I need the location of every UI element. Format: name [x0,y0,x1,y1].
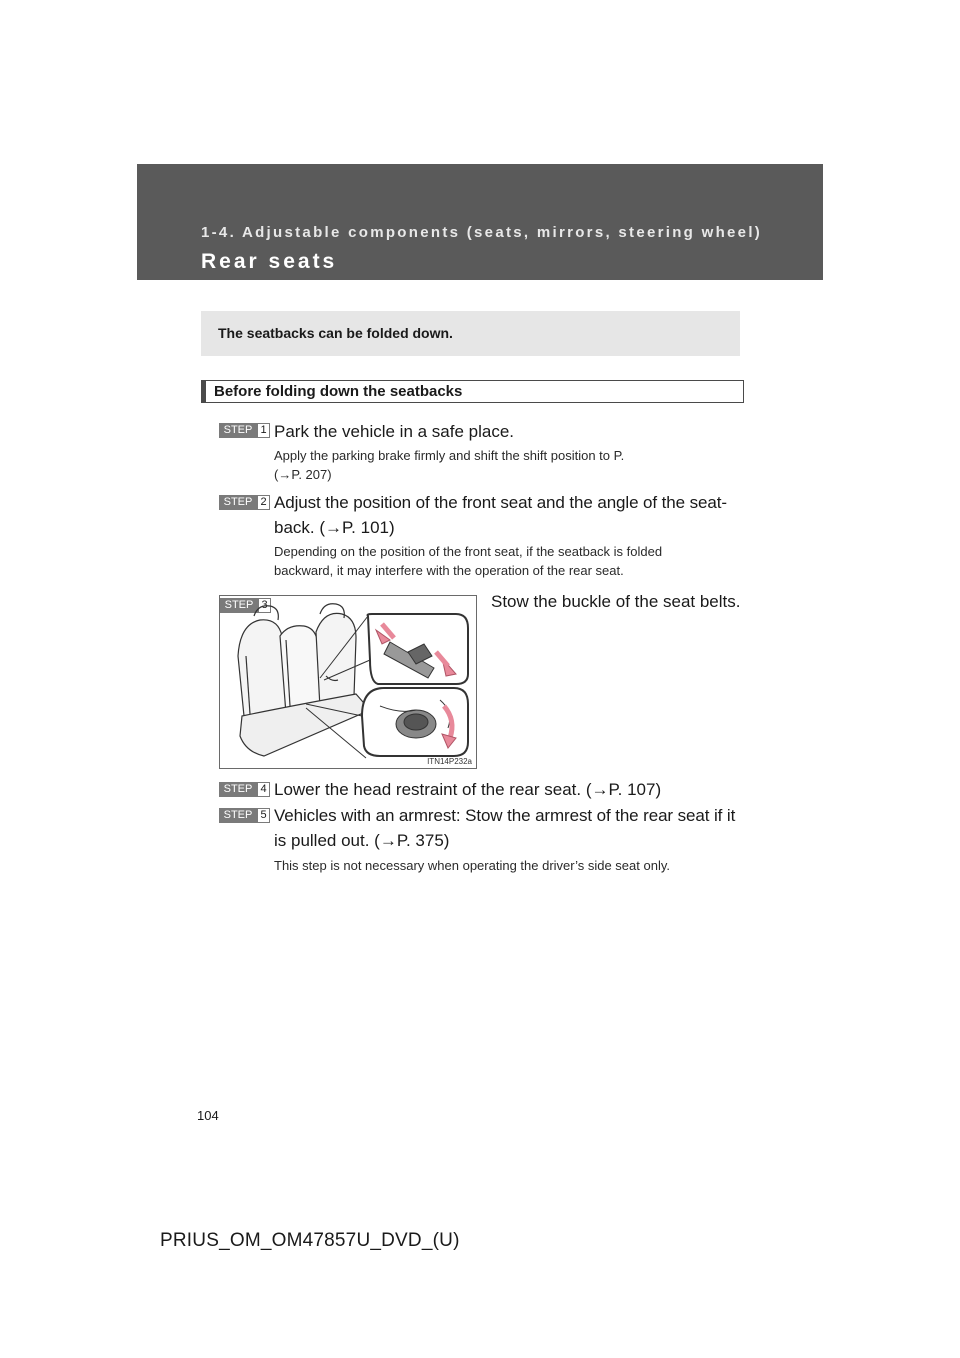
step-3-text: Stow the buckle of the seat belts. [491,592,741,611]
step-2-text-line1: Adjust the position of the front seat and the angle of the seat- [274,493,727,512]
step-badge-label: STEP [219,495,257,510]
step-badge-4 [219,782,270,797]
intro-box [201,311,740,356]
step-badge-label: STEP [219,808,257,823]
step-badge-number: 1 [257,423,270,438]
step-1-note-line1: Apply the parking brake firmly and shift the shift position to P. [274,448,625,463]
document-id: PRIUS_OM_OM47857U_DVD_(U) [160,1230,460,1251]
page-title: Rear seats [201,250,338,273]
step-badge-number: 3 [258,598,271,613]
step-badge-5 [219,808,270,823]
step-badge-1 [219,423,270,438]
intro-text: The seatbacks can be folded down. [218,325,453,341]
seat-belt-illustration [219,595,477,769]
step-badge-label: STEP [219,423,257,438]
page-number: 104 [197,1108,219,1123]
step-badge-label: STEP [220,598,258,613]
section-title: 1-4. Adjustable components (seats, mirrors, steering wheel) [201,224,763,241]
step-badge-number: 5 [257,808,270,823]
step-badge-number: 2 [257,495,270,510]
seat-drawing [220,596,476,768]
step-5-note-line1: This step is not necessary when operating the driver’s side seat only. [274,858,670,873]
step-5-text-line2: is pulled out. (→P. 375) [274,831,450,850]
step-badge-2 [219,495,270,510]
step-2-text-line2: back. (→P. 101) [274,518,395,537]
subheading [201,380,744,403]
step-2-note-line1: Depending on the position of the front seat, if the seatback is folded [274,544,663,559]
header-band [137,164,823,280]
step-badge-number: 4 [257,782,270,797]
step-1-text: Park the vehicle in a safe place. [274,422,515,441]
step-2-note-line2: backward, it may interfere with the operation of the rear seat. [274,563,624,578]
figure-code: ITN14P232a [427,757,472,766]
step-badge-label: STEP [219,782,257,797]
step-5-text-line1: Vehicles with an armrest: Stow the armrest of the rear seat if it [274,806,736,825]
step-1-note-line2: (→P. 207) [274,467,332,482]
subheading-text: Before folding down the seatbacks [214,383,463,400]
step-4-text: Lower the head restraint of the rear seat. (→P. 107) [274,780,662,799]
